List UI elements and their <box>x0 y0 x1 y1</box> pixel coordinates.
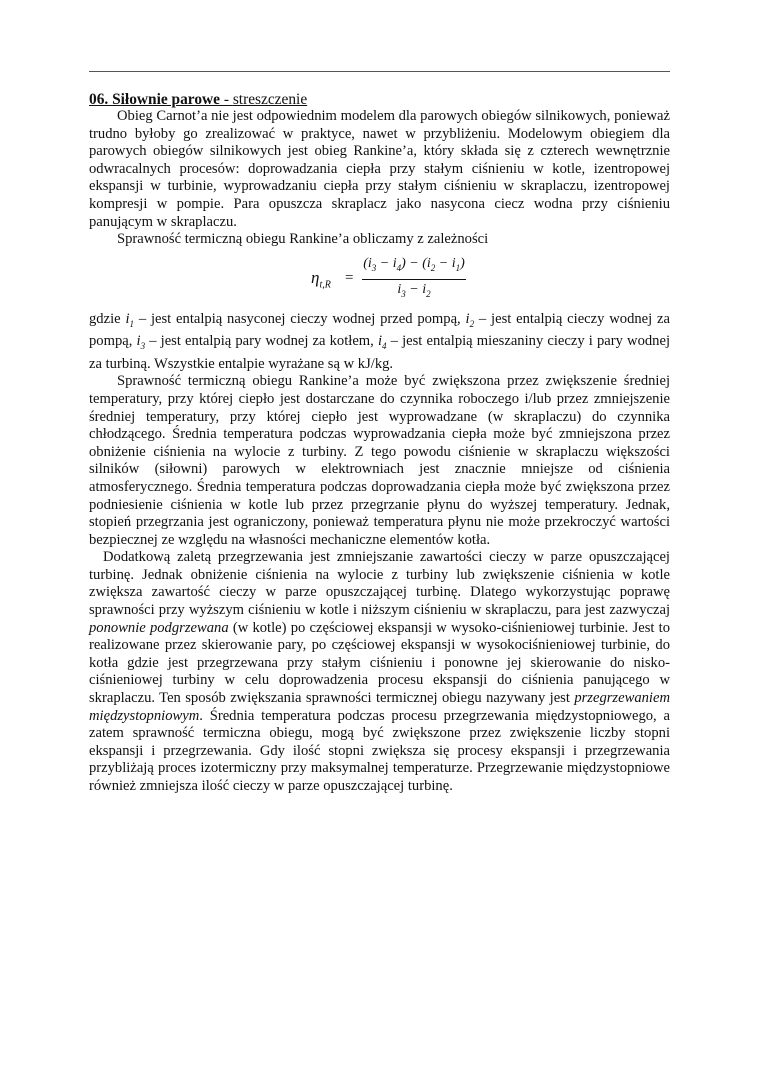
num-sub: 4 <box>396 262 402 273</box>
den-sub: 3 <box>401 288 406 299</box>
text-run: (w kotle) po częściowej ekspansji w wysoko-ciśnieniowej turbinie. Jest to realizowane przez skierowanie pary, po częściowej ekspansji w wysokociśnieniowej turbinie, do kotła gdzie jest przegrzewana przy stałym ciśnieniu i ponowne jej skierowanie do nisko-ciśnieniowej turbiny w celu doprowadzenia procesu ekspansji do ciśnienia panującego w skraplaczu. Ten sposób zwiększania sprawności termicznej obiegu nazywany jest <box>89 619 670 707</box>
paragraph-reheat <box>89 549 670 795</box>
enthalpy-i3 <box>136 333 146 352</box>
formula-denominator <box>356 281 472 303</box>
num-var: i <box>392 255 397 271</box>
header-rule <box>89 71 670 72</box>
var-letter: i <box>377 333 382 350</box>
num-paren: ) <box>401 255 406 271</box>
text-run: gdzie <box>89 310 126 327</box>
text-run: – jest entalpią cieczy wodnej za pompą, <box>89 310 670 350</box>
emphasis-reheated: ponownie podgrzewana <box>89 619 229 636</box>
num-paren: ) <box>460 255 465 271</box>
num-paren: ( <box>363 255 368 271</box>
var-letter: i <box>465 310 470 327</box>
formula-fraction <box>356 255 472 303</box>
var-letter: i <box>125 310 130 327</box>
enthalpy-i4 <box>377 333 387 352</box>
section-subtitle: streszczenie <box>232 91 308 108</box>
num-minus: − <box>376 255 393 271</box>
paragraph-efficiency-intro: Sprawność termiczną obiegu Rankine’a obliczamy z zależności <box>117 231 489 248</box>
den-var: i <box>422 281 427 297</box>
num-sub: 3 <box>371 262 377 273</box>
var-sub: 3 <box>140 341 146 352</box>
var-sub: 1 <box>129 318 134 329</box>
paragraph-efficiency-improvement: Sprawność termiczną obiegu Rankine’a może być zwiększona przez zwiększenie średniej temperatury, przy której ciepło jest dostarczane do czynnika roboczego i/lub przez zmniejszenie średniej temperatury, przy której ciepło jest wyprowadzane (w skraplaczu) do czynnika chłodzącego. Średnia temperatura podczas wyprowadzania ciepła może być zmniejszona przez obniżenie ciśnienia na wylocie z turbiny. Z tego powodu ciśnienie w skraplaczu większości silników (siłowni) parowych w elektrowniach jest znacznie mniejsze od ciśnienia atmosferycznego. Średnia temperatura podczas doprowadzania ciepła może być zwiększona przez podniesienie ciśnienia w kotle lub przez przegrzanie płynu do wyższej temperatury. Jednak, stopień przegrzania jest ograniczony, ponieważ temperatura płynu nie może przekroczyć wartości bezpiecznej ze względu na własności mechaniczne elementów kotła. <box>89 373 670 548</box>
formula-fraction-bar <box>362 279 466 280</box>
section-title-separator: - <box>219 91 233 108</box>
formula-numerator <box>356 255 472 277</box>
text-run: – jest entalpią pary wodnej za kotłem, <box>145 333 378 350</box>
num-sub: 1 <box>455 262 461 273</box>
text-run: – jest entalpią mieszaniny cieczy i pary wodnej za turbiną. Wszystkie entalpie wyrażane są w kJ/kg. <box>89 333 670 372</box>
num-sub: 2 <box>430 262 436 273</box>
var-sub: 4 <box>382 341 387 352</box>
num-minus: − <box>405 255 423 271</box>
text-run: . Średnia temperatura podczas procesu przegrzewania międzystopniowego, a zatem sprawność termiczna obiegu, mogą być zwiększone przez zwiększenie liczby stopni ekspansji i przegrzewania. Gdy ilość stopni zwiększa się procesy ekspansji i przegrzewania przybliżają proces izotermiczny przy maksymalnej temperaturze. Przegrzewanie międzystopniowe również zmniejsza ilość cieczy w parze opuszczającej turbinę. <box>89 707 670 794</box>
text-run: – jest entalpią nasyconej cieczy wodnej przed pompą, <box>134 310 466 327</box>
num-var: i <box>426 255 431 271</box>
var-sub: 2 <box>469 318 475 329</box>
section-heading <box>89 91 670 108</box>
den-minus: − <box>405 281 423 297</box>
den-var: i <box>397 281 402 297</box>
formula-eta-subscript: t,R <box>319 279 331 291</box>
enthalpy-i1 <box>125 311 134 327</box>
num-var: i <box>367 255 372 271</box>
paragraph-enthalpy-definitions <box>89 311 670 374</box>
formula-eta-symbol: η <box>311 267 320 287</box>
rankine-efficiency-formula <box>89 249 670 311</box>
formula-equals: = <box>345 269 354 286</box>
den-sub: 2 <box>426 288 431 299</box>
num-var: i <box>451 255 456 271</box>
emphasis-interstage-reheat: przegrzewaniem międzystopniowym <box>89 690 670 724</box>
text-run: Dodatkową zaletą przegrzewania jest zmniejszanie zawartości cieczy w parze opuszczającej turbinę. Jednak obniżenie ciśnienia na wylocie z turbiny lub zwiększenie ciśnienia w kotle zwiększa zawartość cieczy w parze opuszczającej turbinę. Dlatego wykorzystując poprawę sprawności przy wyższym ciśnieniu w kotle i niższym ciśnieniu w skraplaczu, para jest zazwyczaj <box>89 549 670 619</box>
formula-lhs <box>311 269 331 294</box>
num-minus: − <box>435 255 452 271</box>
section-title: 06. Siłownie parowe <box>89 91 220 108</box>
num-paren: ( <box>422 255 427 271</box>
paragraph-carnot-rankine: Obieg Carnot’a nie jest odpowiednim modelem dla parowych obiegów silnikowych, ponieważ trudno byłoby go zrealizować w praktyce, nawet w przybliżeniu. Modelowym obiegiem dla parowych obiegów silnikowych jest obieg Rankine’a, który składa się z czterech wewnętrznie odwracalnych procesów: doprowadzania ciepła przy stałym ciśnieniu w kotle, izentropowej ekspansji w turbinie, wyprowadzaniu ciepła przy stałym ciśnieniu w skraplaczu, izentropowej kompresji w pompie. Para opuszcza skraplacz jako nasycona ciecz wodna przy ciśnieniu panującym w skraplaczu. <box>89 108 670 230</box>
enthalpy-i2 <box>466 311 475 327</box>
var-letter: i <box>136 333 141 350</box>
document-body <box>89 91 670 796</box>
